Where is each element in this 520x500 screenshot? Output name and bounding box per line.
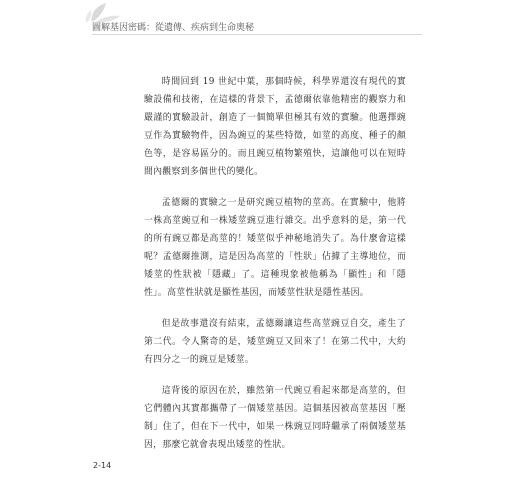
paragraph-2: 孟德爾的實驗之一是研究豌豆植物的莖高。在實驗中，他將一株高莖豌豆和一株矮莖豌豆進行雜交。出乎意料的是，第一代的所有豌豆都是高莖的！矮莖似乎神秘地消失了。為什麼會這樣呢？孟德爾推測，這是因為高莖的「性狀」佔據了主導地位，而矮莖的性狀被「隱藏」了。這種現象被他稱為「顯性」和「隱性」。高莖性狀就是顯性基因，而矮莖性狀是隱性基因。 <box>144 198 406 298</box>
paragraph-3: 但是故事還沒有結束，孟德爾讓這些高莖豌豆自交，產生了第二代。令人驚奇的是，矮莖豌豆又回來了！在第二代中，大約有四分之一的豌豆是矮莖。 <box>144 319 406 365</box>
page-number: 2-14 <box>93 461 112 470</box>
paragraph-1: 時間回到 19 世紀中葉，那個時候，科學界還沒有現代的實驗設備和技術，在這樣的背景下，孟德爾依靠他精密的觀察力和嚴謹的實驗設計，創造了一個簡單但極其有效的實驗。他選擇豌豆作為實驗物件，因為豌豆的某些特徵，如莖的高度、種子的顏色等，是容易區分的。而且豌豆植物繁殖快，這讓他可以在短時間內觀察到多個世代的變化。 <box>144 77 406 177</box>
paragraph-4: 這背後的原因在於，雖然第一代豌豆看起來都是高莖的，但它們體內其實都攜帶了一個矮莖基因。這個基因被高莖基因「壓制」住了，但在下一代中，如果一株豌豆同時繼承了兩個矮莖基因，那麼它就會表現出矮莖的性狀。 <box>144 386 406 450</box>
body-text <box>144 73 406 467</box>
running-header: 圖解基因密碼：從遺傳、疾病到生命奧秘 <box>92 23 255 33</box>
header-divider <box>92 34 422 35</box>
